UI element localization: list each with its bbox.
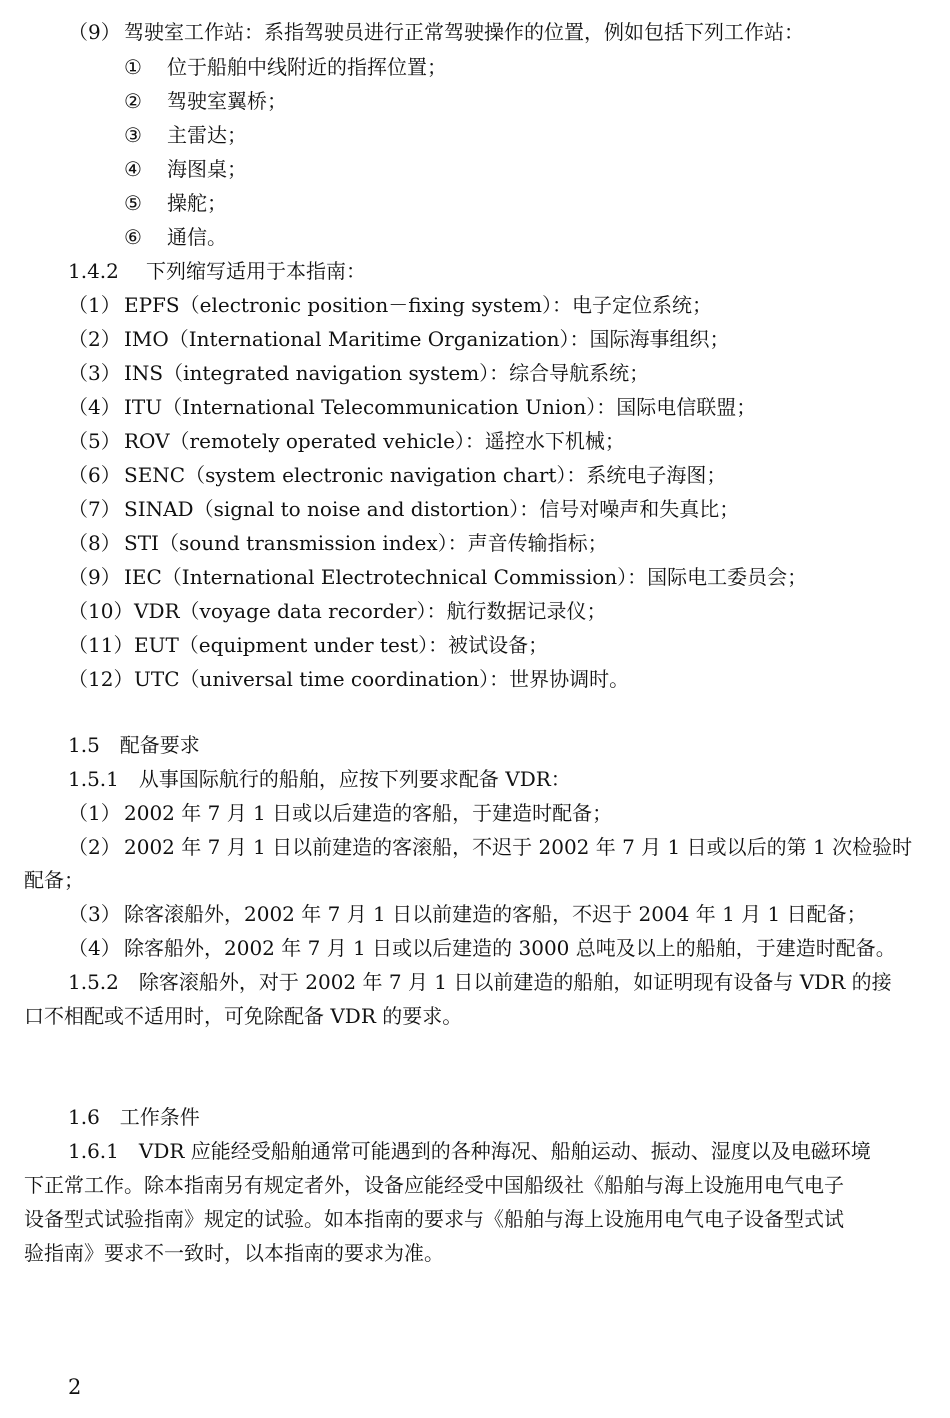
item-label: （3） — [68, 361, 121, 385]
sub-item-1 — [0, 54, 950, 80]
item-text-continued: 配备； — [24, 868, 84, 892]
abbreviation-item — [0, 462, 950, 488]
clause-text: 设备型式试验指南》规定的试验。如本指南的要求与《船舶与海上设施用电气电子设备型式试 — [24, 1207, 844, 1231]
abbreviation-item — [0, 360, 950, 386]
clause-text: 1.6.1 VDR 应能经受船舶通常可能遇到的各种海况、船舶运动、振动、湿度以及电磁环境 — [68, 1139, 871, 1163]
item-label: （7） — [68, 497, 121, 521]
item-text: EPFS（electronic position－fixing system）：电子定位系统； — [124, 293, 712, 317]
item-text: ITU（International Telecommunication Union）：国际电信联盟； — [124, 395, 757, 419]
item-text: SENC（system electronic navigation chart）：系统电子海图； — [124, 463, 727, 487]
abbreviation-item — [0, 598, 950, 624]
requirement-item — [0, 901, 950, 927]
abbreviation-item — [0, 666, 950, 692]
requirement-item — [0, 800, 950, 826]
item-9-line — [0, 19, 950, 45]
item-text: EUT（equipment under test）：被试设备； — [134, 633, 549, 657]
clause-1-6-1-line-4 — [0, 1240, 950, 1266]
clause-1-6-1-line-1 — [0, 1138, 950, 1164]
item-label: （2） — [68, 835, 121, 859]
item-text: 除客滚船外，2002 年 7 月 1 日以前建造的客船，不迟于 2004 年 1 月 1 日配备； — [124, 902, 867, 926]
item-label: （1） — [68, 801, 121, 825]
sub-item-label: ⑥ — [124, 225, 142, 249]
sub-item-label: ④ — [124, 157, 142, 181]
section-heading — [0, 732, 950, 758]
sub-item-label: ⑤ — [124, 191, 142, 215]
item-text: UTC（universal time coordination）：世界协调时。 — [134, 667, 630, 691]
clause-1-6-1-line-2 — [0, 1172, 950, 1198]
sub-item-label: ③ — [124, 123, 142, 147]
item-label: （4） — [68, 936, 121, 960]
abbreviation-item — [0, 326, 950, 352]
sub-item-text: 海图桌； — [167, 157, 247, 181]
sub-item-text: 通信。 — [167, 225, 227, 249]
abbreviation-item — [0, 496, 950, 522]
clause-1-5-1 — [0, 766, 950, 792]
section-1-5-heading: 1.5 配备要求 — [68, 733, 200, 757]
item-label: （1） — [68, 293, 121, 317]
clause-text: 下列缩写适用于本指南： — [146, 259, 366, 283]
clause-text: 1.5.1 从事国际航行的船舶，应按下列要求配备 VDR： — [68, 767, 571, 791]
sub-item-5 — [0, 190, 950, 216]
clause-1-5-2-line-2 — [0, 1003, 950, 1029]
clause-text: 下正常工作。除本指南另有规定者外，设备应能经受中国船级社《船舶与海上设施用电气电子 — [24, 1173, 844, 1197]
page-number: 2 — [68, 1375, 82, 1399]
item-label: （9） — [68, 565, 121, 589]
abbreviation-item — [0, 632, 950, 658]
section-1-6-heading: 1.6 工作条件 — [68, 1105, 200, 1129]
requirement-item — [0, 935, 950, 961]
item-label: （8） — [68, 531, 121, 555]
abbreviation-item — [0, 292, 950, 318]
section-heading — [0, 1104, 950, 1130]
item-text: SINAD（signal to noise and distortion）：信号对噪声和失真比； — [124, 497, 740, 521]
item-text: 除客船外，2002 年 7 月 1 日或以后建造的 3000 总吨及以上的船舶，于建造时配备。 — [124, 936, 896, 960]
sub-item-label: ① — [124, 55, 142, 79]
item-label: （3） — [68, 902, 121, 926]
clause-1-5-2-line-1 — [0, 969, 950, 995]
abbreviation-item — [0, 394, 950, 420]
sub-item-6 — [0, 224, 950, 250]
item-label: （5） — [68, 429, 121, 453]
sub-item-text: 位于船舶中线附近的指挥位置； — [167, 55, 447, 79]
sub-item-label: ② — [124, 89, 142, 113]
item-label: （9） — [68, 20, 121, 44]
sub-item-text: 主雷达； — [167, 123, 247, 147]
abbreviation-item — [0, 564, 950, 590]
item-text: 2002 年 7 月 1 日以前建造的客滚船，不迟于 2002 年 7 月 1 日或以后的第 1 次检验时 — [124, 835, 913, 859]
item-text: IEC（International Electrotechnical Commission）：国际电工委员会； — [124, 565, 808, 589]
item-text: ROV（remotely operated vehicle）：遥控水下机械； — [124, 429, 625, 453]
requirement-item — [0, 834, 950, 860]
item-label: （12） — [68, 667, 134, 691]
requirement-item-continued — [0, 867, 950, 893]
clause-1-6-1-line-3 — [0, 1206, 950, 1232]
item-text: VDR（voyage data recorder）：航行数据记录仪； — [134, 599, 607, 623]
abbreviation-item — [0, 428, 950, 454]
clause-1-4-2 — [0, 258, 950, 284]
sub-item-3 — [0, 122, 950, 148]
item-label: （10） — [68, 599, 134, 623]
sub-item-2 — [0, 88, 950, 114]
item-label: （2） — [68, 327, 121, 351]
sub-item-text: 操舵； — [167, 191, 227, 215]
clause-number: 1.4.2 — [68, 259, 119, 283]
item-text: STI（sound transmission index）：声音传输指标； — [124, 531, 608, 555]
item-text: 2002 年 7 月 1 日或以后建造的客船，于建造时配备； — [124, 801, 613, 825]
item-label: （11） — [68, 633, 134, 657]
clause-text: 1.5.2 除客滚船外，对于 2002 年 7 月 1 日以前建造的船舶，如证明现有设备与 VDR 的接 — [68, 970, 892, 994]
item-text: 驾驶室工作站：系指驾驶员进行正常驾驶操作的位置，例如包括下列工作站： — [124, 20, 804, 44]
abbreviation-item — [0, 530, 950, 556]
clause-text: 验指南》要求不一致时，以本指南的要求为准。 — [24, 1241, 444, 1265]
sub-item-4 — [0, 156, 950, 182]
clause-text: 口不相配或不适用时，可免除配备 VDR 的要求。 — [24, 1004, 463, 1028]
item-text: IMO（International Maritime Organization）：国际海事组织； — [124, 327, 730, 351]
item-label: （4） — [68, 395, 121, 419]
item-label: （6） — [68, 463, 121, 487]
sub-item-text: 驾驶室翼桥； — [167, 89, 287, 113]
item-text: INS（integrated navigation system）：综合导航系统； — [124, 361, 650, 385]
